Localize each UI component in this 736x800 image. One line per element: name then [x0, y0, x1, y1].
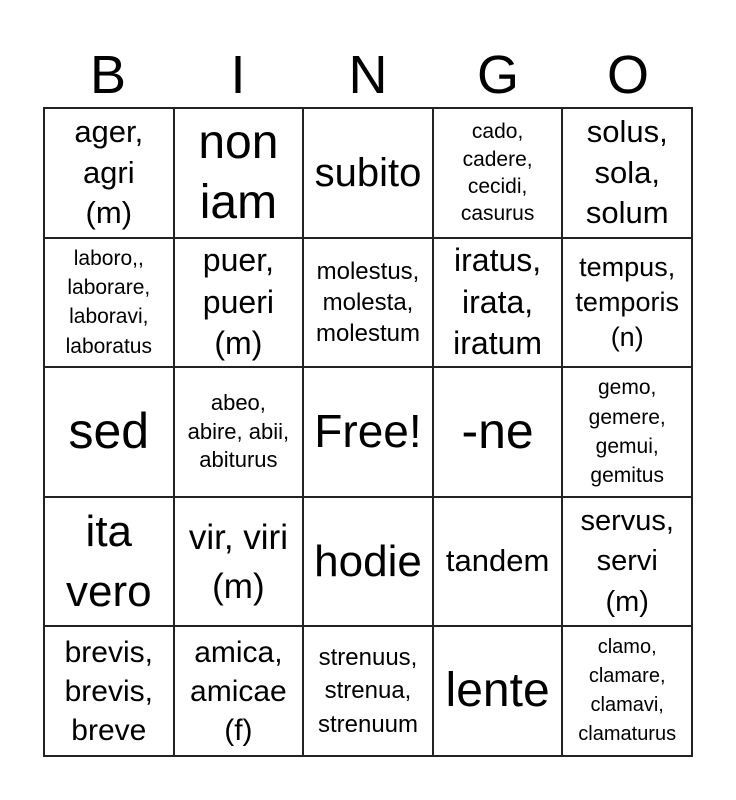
- bingo-cell[interactable]: tandem: [433, 497, 563, 627]
- bingo-cell[interactable]: solus, sola, solum: [562, 108, 692, 238]
- bingo-cell[interactable]: cado, cadere, cecidi, casurus: [433, 108, 563, 238]
- bingo-cell[interactable]: amica, amicae (f): [174, 626, 304, 756]
- bingo-cell[interactable]: hodie: [303, 497, 433, 627]
- bingo-cell[interactable]: puer, pueri (m): [174, 238, 304, 368]
- header-letter-n: N: [348, 45, 388, 105]
- header-letter-o: O: [606, 45, 649, 105]
- bingo-cell[interactable]: gemo, gemere, gemui, gemitus: [562, 367, 692, 497]
- header-letter-g: G: [476, 45, 519, 105]
- header-letter-b: B: [89, 45, 127, 105]
- bingo-cell[interactable]: molestus, molesta, molestum: [303, 238, 433, 368]
- bingo-cell[interactable]: ager, agri (m): [44, 108, 174, 238]
- bingo-cell[interactable]: iratus, irata, iratum: [433, 238, 563, 368]
- bingo-cell[interactable]: strenuus, strenua, strenuum: [303, 626, 433, 756]
- bingo-cell[interactable]: clamo, clamare, clamavi, clamaturus: [562, 626, 692, 756]
- bingo-cell[interactable]: laboro,, laborare, laboravi, laboratus: [44, 238, 174, 368]
- bingo-cell[interactable]: lente: [433, 626, 563, 756]
- bingo-cell[interactable]: vir, viri (m): [174, 497, 304, 627]
- header-letter-i: I: [230, 45, 246, 105]
- bingo-cell[interactable]: abeo, abire, abii, abiturus: [174, 367, 304, 497]
- bingo-cell[interactable]: tempus, temporis (n): [562, 238, 692, 368]
- bingo-grid: [43, 107, 693, 757]
- bingo-cell[interactable]: non iam: [174, 108, 304, 238]
- free-space[interactable]: Free!: [303, 367, 433, 497]
- bingo-header: [43, 42, 693, 108]
- bingo-cell[interactable]: ita vero: [44, 497, 174, 627]
- bingo-cell[interactable]: servus, servi (m): [562, 497, 692, 627]
- bingo-cell[interactable]: sed: [44, 367, 174, 497]
- bingo-cell[interactable]: subito: [303, 108, 433, 238]
- bingo-cell[interactable]: brevis, brevis, breve: [44, 626, 174, 756]
- bingo-cell[interactable]: -ne: [433, 367, 563, 497]
